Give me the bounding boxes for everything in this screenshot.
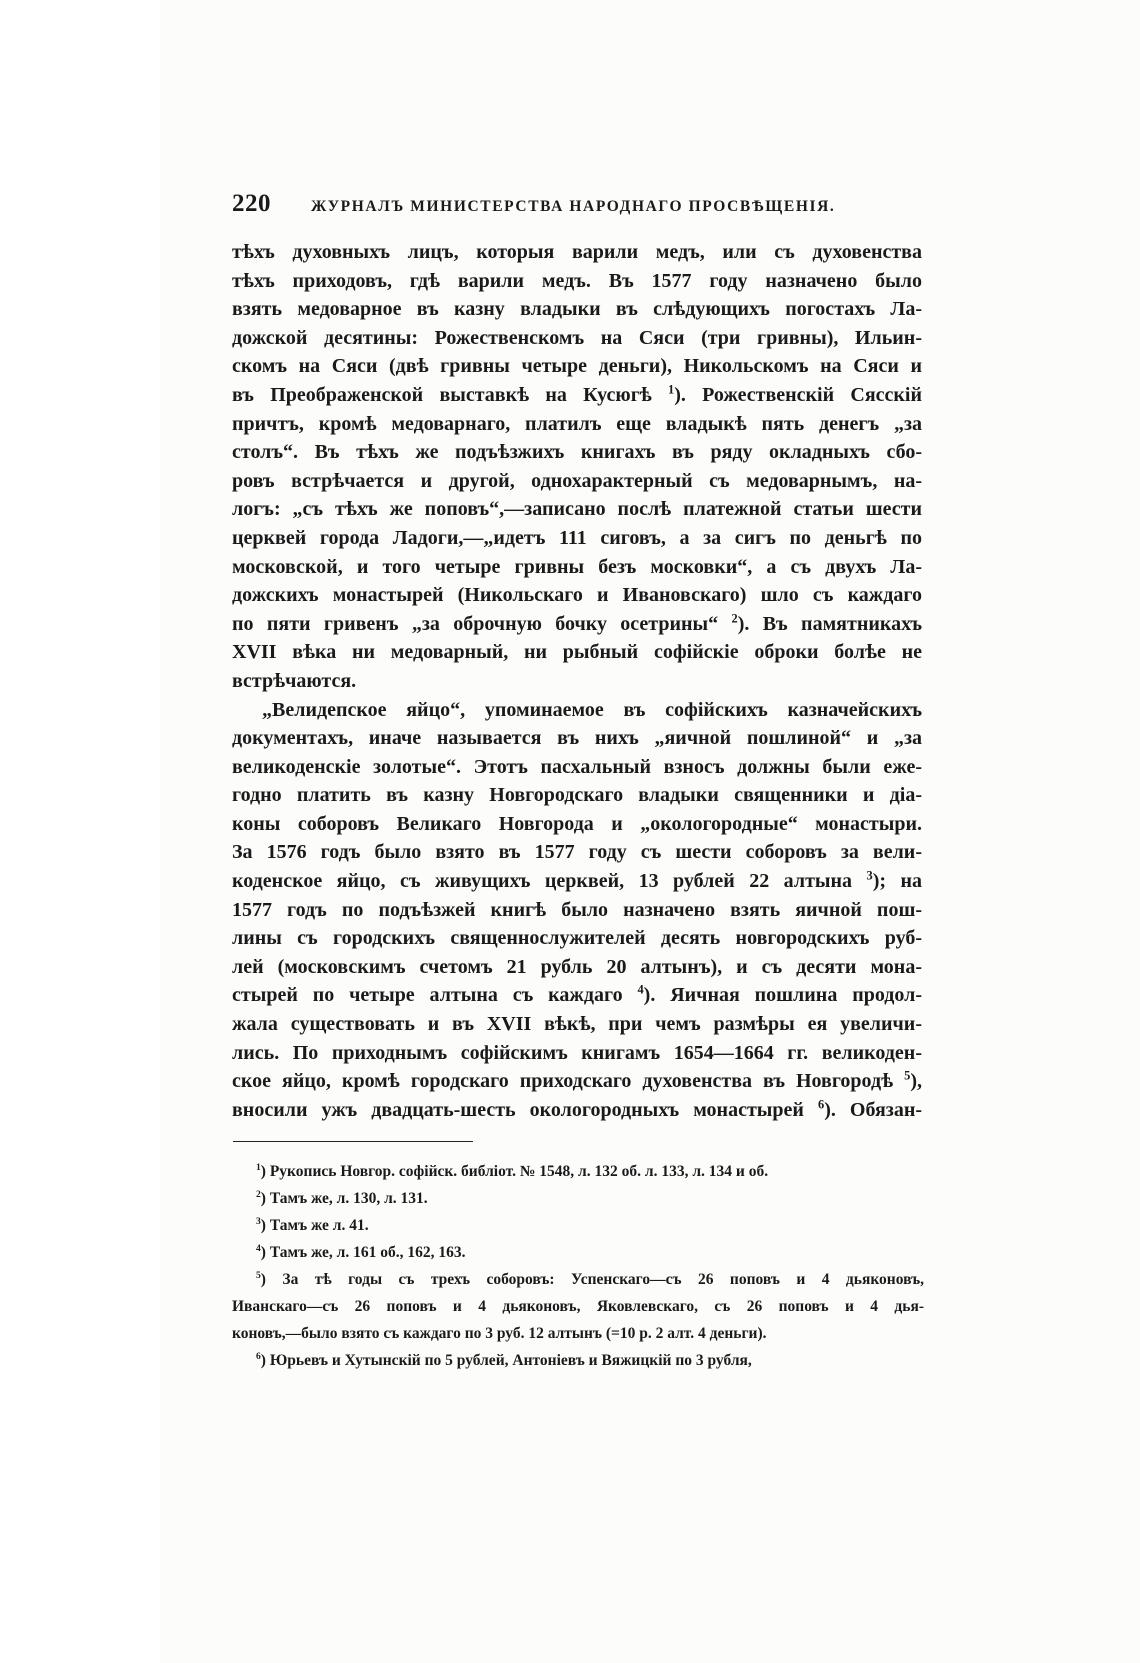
footnote-line: коновъ,—было взято съ каждаго по 3 руб. 12 алтынъ (=10 р. 2 алт. 4 деньги).: [232, 1325, 767, 1342]
text-line: ское яйцо, кромѣ городскаго приходскаго духовенства въ Новгородѣ $^5$),: [232, 1068, 922, 1093]
footnotes: [232, 1158, 924, 1374]
text-line: дожской десятины: Рожественскомъ на Сяси (три гривны), Ильин-: [232, 326, 922, 349]
text-line: взять медоварное въ казну владыки въ слѣдующихъ погостахъ Ла-: [232, 298, 922, 321]
footnote-line: $^5$) За тѣ годы съ трехъ соборовъ: Успенскаго—съ 26 поповъ и 4 дьяконовъ,: [256, 1269, 924, 1288]
text-line: „Велидепское яйцо“, упоминаемое въ софійскихъ казначейскихъ: [262, 698, 922, 721]
text-line: причтъ, кромѣ медоварнаго, платилъ еще владыкѣ пять денегъ „за: [232, 412, 922, 435]
text-line: вносили ужъ двадцать-шесть окологородныхъ монастырей $^6$). Обязан-: [232, 1097, 922, 1121]
text-line: ровъ встрѣчается и другой, однохарактерный съ медоварнымъ, на-: [232, 469, 922, 492]
text-line: коденское яйцо, съ живущихъ церквей, 13 рублей 22 алтына $^3$); на: [232, 868, 923, 893]
text-line: дожскихъ монастырей (Никольскаго и Ивановскаго) шло съ каждаго: [232, 584, 922, 607]
footnote-line: $^1$) Рукопись Новгор. софійск. библіот. № 1548, л. 132 об. л. 133, л. 134 и об.: [256, 1161, 769, 1180]
text-line: жала существовать и въ XVII вѣкѣ, при чемъ размѣры ея увеличи-: [232, 1013, 922, 1036]
text-line: по пяти гривенъ „за оброчную бочку осетрины“ $^2$). Въ памятникахъ: [232, 611, 922, 635]
text-line: лись. По приходнымъ софійскимъ книгамъ 1654—1664 гг. великоден-: [232, 1041, 922, 1064]
footnote-marker: 4: [256, 1242, 261, 1254]
text-line: встрѣчаются.: [232, 669, 357, 692]
text-line: тѣхъ приходовъ, гдѣ варили медъ. Въ 1577 году назначено было: [232, 269, 922, 292]
text-line: XVII вѣка ни медоварный, ни рыбный софійскіе оброки болѣе не: [232, 641, 922, 664]
text-line: 1577 годъ по подъѣзжей книгѣ было назначено взять яичной пош-: [232, 898, 922, 921]
text-line: лей (московскимъ счетомъ 21 рубль 20 алтынъ), и съ десяти мона-: [232, 955, 922, 978]
footnote-line: $^4$) Тамъ же, л. 161 об., 162, 163.: [256, 1242, 466, 1261]
footnote-marker: 4: [637, 982, 644, 997]
footnote-marker: 3: [866, 868, 873, 883]
text-line: скомъ на Сяси (двѣ гривны четыре деньги), Никольскомъ на Сяси и: [232, 355, 922, 378]
text-line: великоденскіе золотые“. Этотъ пасхальный взносъ должны были еже-: [232, 755, 922, 778]
text-line: годно платить въ казну Новгородскаго владыки священники и діа-: [232, 784, 922, 807]
footnote-marker: 1: [668, 382, 675, 397]
text-line: церквей города Ладоги,—„идетъ 111 сиговъ, а за сигъ по деньгѣ по: [232, 526, 922, 549]
running-head: ЖУРНАЛЪ МИНИСТЕРСТВА НАРОДНАГО ПРОСВѢЩЕНІЯ.: [311, 198, 836, 215]
footnote-line: Иванскаго—съ 26 поповъ и 4 дьяконовъ, Яковлевскаго, съ 26 поповъ и 4 дья-: [232, 1298, 924, 1315]
text-line: тѣхъ духовныхъ лицъ, которыя варили медъ, или съ духовенства: [232, 241, 922, 263]
footnote-marker: 2: [256, 1188, 261, 1200]
text-line: въ Преображенской выставкѣ на Кусюгѣ $^1$). Рожественскій Сясскій: [232, 382, 922, 406]
footnote-marker: 6: [817, 1097, 825, 1112]
page-number: 220: [232, 190, 271, 217]
footnote-marker: 5: [904, 1068, 911, 1083]
footnote-marker: 1: [256, 1161, 261, 1173]
page-header: [232, 190, 872, 218]
text-line: столъ“. Въ тѣхъ же подъѣзжихъ книгахъ въ ряду окладныхъ сбо-: [232, 441, 922, 464]
footnote-marker: 2: [731, 611, 738, 626]
footnote-line: $^2$) Тамъ же, л. 130, л. 131.: [256, 1188, 428, 1207]
text-line: документахъ, иначе называется въ нихъ „яичной пошлиной“ и „за: [232, 727, 922, 750]
text-line: стырей по четыре алтына съ каждаго $^4$). Яичная пошлина продол-: [232, 982, 922, 1007]
footnote-marker: 5: [256, 1269, 261, 1281]
footnote-rule: [233, 1141, 473, 1142]
footnote-marker: 3: [256, 1215, 261, 1227]
text-line: московской, и того четыре гривны безъ московки“, а съ двухъ Ла-: [232, 555, 922, 578]
text-line: лины съ городскихъ священнослужителей десять новгородскихъ руб-: [232, 927, 922, 950]
text-line: За 1576 годъ было взято въ 1577 году съ шести соборовъ за вели-: [232, 841, 922, 864]
text-line: коны соборовъ Великаго Новгорода и „окологородные“ монастыри.: [232, 812, 922, 835]
footnote-marker: 6: [256, 1350, 261, 1362]
text-line: логъ: „съ тѣхъ же поповъ“,—записано послѣ платежной статьи шести: [232, 498, 922, 521]
footnote-line: $^3$) Тамъ же л. 41.: [256, 1215, 369, 1234]
body-text: [232, 238, 922, 1124]
footnote-line: $^6$) Юрьевъ и Хутынскій по 5 рублей, Антоніевъ и Вяжицкій по 3 рубля,: [256, 1350, 752, 1369]
